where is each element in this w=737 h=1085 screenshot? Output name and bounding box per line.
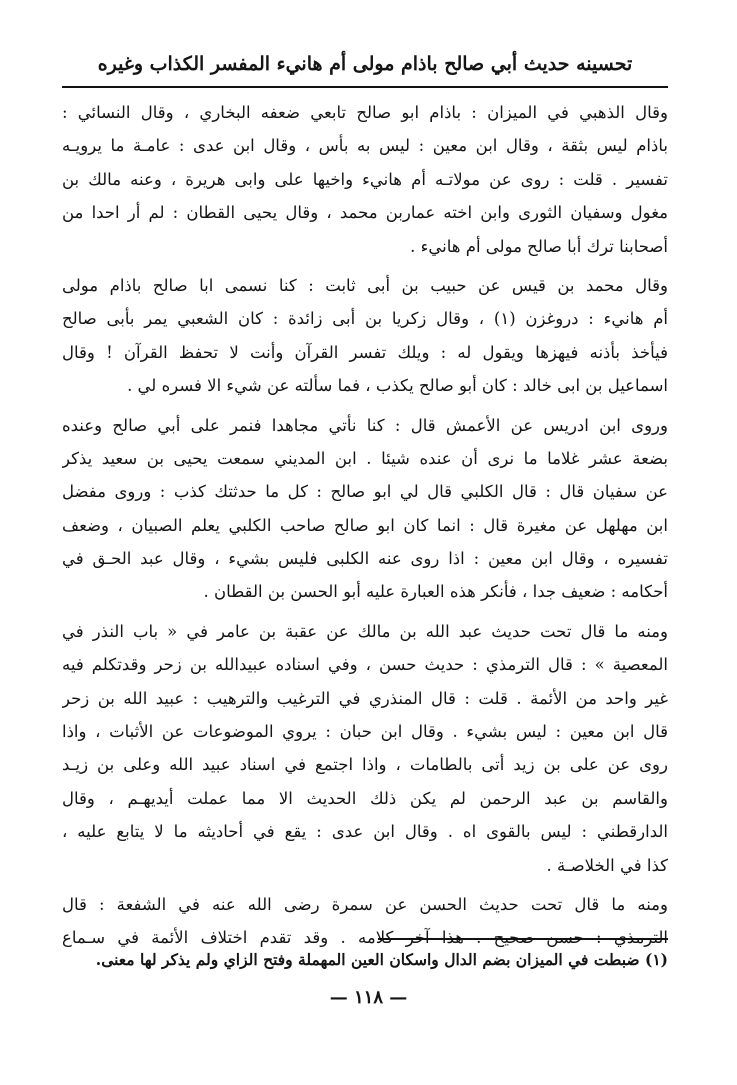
text-line: تفسيره ، وقال ابن معين : اذا روى عنه الكلبى فليس بشيء ، وقال عبد الحـق في	[62, 549, 668, 569]
text-line: وقال الذهبي في الميزان : باذام ابو صالح تابعي ضعفه البخاري ، وقال النسائي :	[62, 103, 668, 122]
text-line: عن سفيان قال : قال الكلبي قال لي ابو صالح : كل ما حدثتك كذب : وروى مفضل	[62, 482, 668, 502]
text-line: باذام ليس بثقة ، وقال ابن معين : ليس به بأس ، وقال ابن عدى : عامـة ما يرويـه	[62, 136, 668, 156]
text-line: ومنه ما قال تحت حديث الحسن عن سمرة رضى الله عنه في الشفعة : قال	[62, 894, 668, 914]
body-text	[62, 96, 668, 961]
text-line: قال ابن معين : ليس بشيء . وقال ابن حبان : يروي الموضوعات عن الأثبات ، واذا	[62, 722, 668, 742]
text-line: وروى ابن ادريس عن الأعمش قال : كنا نأتي مجاهدا فنمر على أبي صالح وعنده	[62, 415, 668, 435]
running-header: تحسينه حديث أبي صالح باذام مولى أم هانيء المفسر الكذاب وغيره	[97, 53, 633, 75]
text-line: اسماعيل بن ابى خالد : كان أبو صالح يكذب ، فما سألته عن شيء الا فسره لي .	[127, 376, 668, 396]
text-line: فيأخذ بأذنه فيهزها ويقول له : ويلك تفسر القرآن وأنت لا تحفظ القرآن ! وقال	[62, 342, 668, 362]
text-line: وقال محمد بن قيس عن حبيب بن أبى ثابت : كنا نسمى ابا صالح باذام مولى	[62, 275, 668, 295]
text-line: الترمذي : حسن صحيح . هذا آخر كلامه . وقد تقدم اختلاف الأئمة في سـماع	[62, 928, 668, 948]
footnote-rule	[378, 938, 668, 940]
paragraph	[62, 409, 668, 609]
text-line: كذا في الخلاصـة .	[546, 855, 668, 875]
text-line: أصحابنا ترك أبا صالح مولى أم هانيء .	[410, 236, 668, 256]
text-line: مغول وسفيان الثورى وابن اخته عماربن محمد ، وقال يحيى القطان : لم أر احدا من	[62, 203, 668, 223]
paragraph	[62, 888, 668, 955]
text-line: الدارقطني : ليس بالقوى اه . وقال ابن عدى : يقع في أحاديثه ما لا يتابع عليه ،	[62, 822, 668, 842]
text-line: غير واحد من الأئمة . قلت : قال المنذري في الترغيب والترهيب : عبيد الله بن زحر	[62, 688, 668, 708]
text-line: روى عن على بن زيد أتى بالطامات ، واذا اجتمع في اسناد عبيد الله وعلى بن زيـد	[62, 755, 668, 775]
text-line: أحكامه : ضعيف جدا ، فأنكر هذه العبارة عليه أبو الحسن بن القطان .	[203, 582, 668, 602]
header-rule	[62, 86, 668, 88]
text-line: ابن مهلهل عن مغيرة قال : انما كان ابو صالح صاحب الكلبي يعلم الصبيان ، وضعف	[62, 515, 668, 535]
paragraph	[62, 269, 668, 403]
text-line: والقاسم بن عبد الرحمن لم يكن ذلك الحديث الا مما عملت أيديهـم ، وقال	[62, 788, 668, 808]
text-line: المعصية » : قال الترمذي : حديث حسن ، وفي اسناده عبيدالله بن زحر وقدتكلم فيه	[62, 655, 668, 675]
footnote: (١) ضبطت في الميزان بضم الدال واسكان العين المهملة وفتح الزاي ولم يذكر لها معنى.	[95, 950, 668, 969]
page-number: — ١١٨ —	[329, 987, 408, 1008]
paragraph	[62, 615, 668, 882]
paragraph	[62, 96, 668, 263]
text-line: ومنه ما قال تحت حديث عبد الله بن مالك عن عقبة بن عامر في « باب النذر في	[62, 621, 668, 641]
text-line: بضعة عشر غلاما ما نرى أن عنده شيئا . ابن المديني سمعت يحيى بن سعيد يذكر	[62, 448, 668, 468]
text-line: أم هانيء : دروغزن (١) ، وقال زكريا بن أبى زائدة : كان الشعبي يمر بأبى صالح	[62, 309, 668, 329]
text-line: تفسير . قلت : روى عن مولاتـه أم هانيء واخيها على وابى هريرة ، وعنه مالك بن	[62, 169, 668, 189]
